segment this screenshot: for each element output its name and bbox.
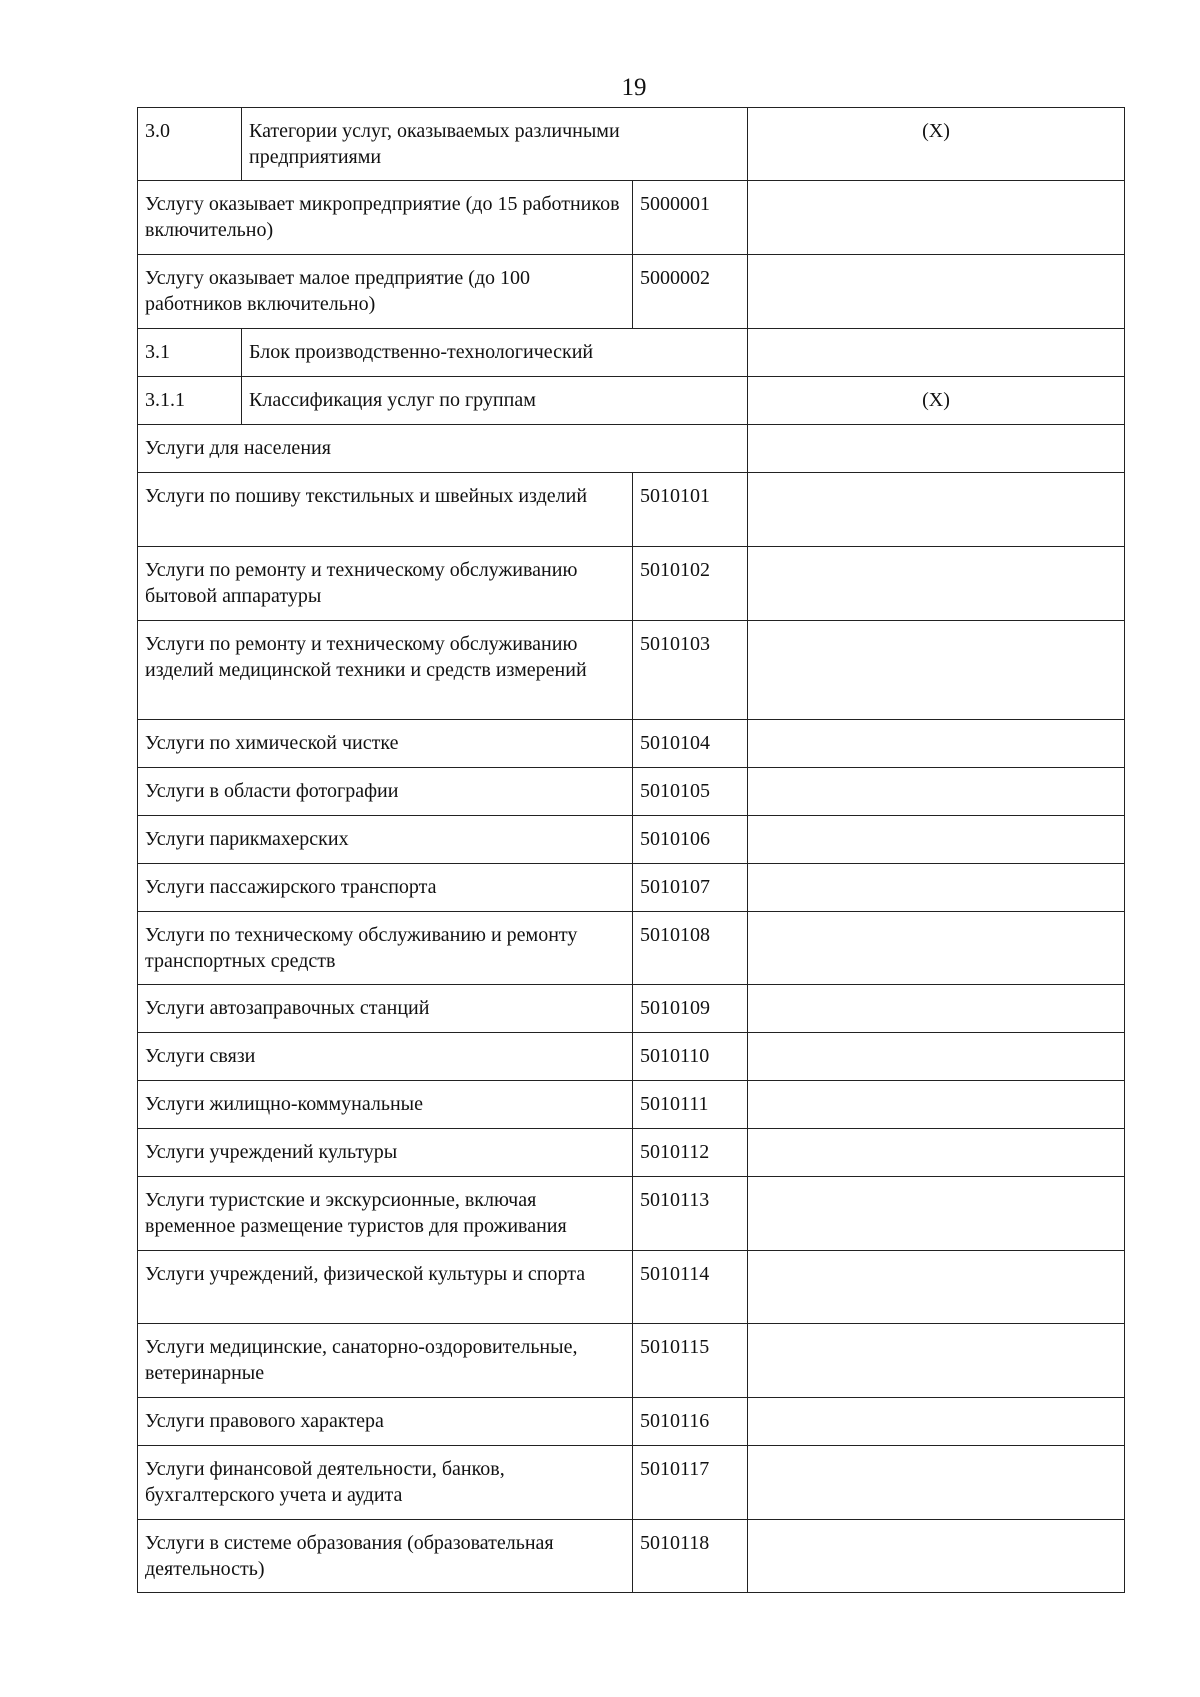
service-row	[138, 1446, 1125, 1520]
service-label: Услуги учреждений культуры	[138, 1129, 633, 1177]
service-label: Услуги по техническому обслуживанию и ремонту транспортных средств	[138, 912, 633, 985]
service-code: 5010107	[633, 864, 748, 912]
section-row-3-1-1	[138, 377, 1125, 425]
value-cell[interactable]	[748, 1324, 1125, 1398]
service-row	[138, 1177, 1125, 1251]
service-row	[138, 473, 1125, 547]
service-code: 5010108	[633, 912, 748, 985]
service-label: Услуги в системе образования (образовательная деятельность)	[138, 1520, 633, 1593]
row-code: 5000002	[633, 255, 748, 329]
service-code: 5010115	[633, 1324, 748, 1398]
row-label: Услугу оказывает микропредприятие (до 15 работников включительно)	[138, 181, 633, 255]
service-row	[138, 768, 1125, 816]
row-code: 5000001	[633, 181, 748, 255]
service-code: 5010106	[633, 816, 748, 864]
service-row	[138, 1324, 1125, 1398]
service-label: Услуги пассажирского транспорта	[138, 864, 633, 912]
service-code: 5010110	[633, 1033, 748, 1081]
value-cell[interactable]	[748, 425, 1125, 473]
value-cell[interactable]	[748, 255, 1125, 329]
section-title: Блок производственно-технологический	[242, 329, 748, 377]
service-label: Услуги жилищно-коммунальные	[138, 1081, 633, 1129]
enterprise-row	[138, 255, 1125, 329]
page-number: 19	[621, 74, 647, 101]
value-cell[interactable]	[748, 473, 1125, 547]
value-cell[interactable]	[748, 1129, 1125, 1177]
service-row	[138, 985, 1125, 1033]
service-row	[138, 1251, 1125, 1324]
value-cell[interactable]	[748, 720, 1125, 768]
value-cell[interactable]	[748, 864, 1125, 912]
value-cell[interactable]	[748, 1520, 1125, 1593]
service-label: Услуги по ремонту и техническому обслуживанию бытовой аппаратуры	[138, 547, 633, 621]
value-cell[interactable]	[748, 547, 1125, 621]
service-row	[138, 1081, 1125, 1129]
row-label: Услугу оказывает малое предприятие (до 100 работников включительно)	[138, 255, 633, 329]
service-code: 5010103	[633, 621, 748, 720]
service-code: 5010117	[633, 1446, 748, 1520]
service-code: 5010113	[633, 1177, 748, 1251]
service-code: 5010118	[633, 1520, 748, 1593]
service-label: Услуги правового характера	[138, 1398, 633, 1446]
service-row	[138, 547, 1125, 621]
service-label: Услуги учреждений, физической культуры и спорта	[138, 1251, 633, 1324]
service-row	[138, 1398, 1125, 1446]
service-row	[138, 816, 1125, 864]
service-label: Услуги по пошиву текстильных и швейных изделий	[138, 473, 633, 547]
service-row	[138, 621, 1125, 720]
service-code: 5010114	[633, 1251, 748, 1324]
value-cell[interactable]	[748, 1398, 1125, 1446]
value-cell[interactable]	[748, 1177, 1125, 1251]
section-title: Классификация услуг по группам	[242, 377, 748, 425]
service-code: 5010112	[633, 1129, 748, 1177]
service-code: 5010104	[633, 720, 748, 768]
not-applicable-mark: (X)	[748, 377, 1125, 425]
service-code: 5010105	[633, 768, 748, 816]
enterprise-row	[138, 181, 1125, 255]
value-cell[interactable]	[748, 1446, 1125, 1520]
section-row-3-0	[138, 108, 1125, 181]
value-cell[interactable]	[748, 768, 1125, 816]
service-label: Услуги парикмахерских	[138, 816, 633, 864]
value-cell[interactable]	[748, 329, 1125, 377]
service-code: 5010101	[633, 473, 748, 547]
value-cell[interactable]	[748, 985, 1125, 1033]
service-label: Услуги связи	[138, 1033, 633, 1081]
service-row	[138, 720, 1125, 768]
service-label: Услуги автозаправочных станций	[138, 985, 633, 1033]
value-cell[interactable]	[748, 1033, 1125, 1081]
value-cell[interactable]	[748, 1251, 1125, 1324]
service-code: 5010111	[633, 1081, 748, 1129]
section-number: 3.1.1	[138, 377, 242, 425]
value-cell[interactable]	[748, 181, 1125, 255]
value-cell[interactable]	[748, 912, 1125, 985]
service-row	[138, 1129, 1125, 1177]
service-row	[138, 1033, 1125, 1081]
service-code: 5010102	[633, 547, 748, 621]
service-label: Услуги по ремонту и техническому обслуживанию изделий медицинской техники и средств измерений	[138, 621, 633, 720]
service-code: 5010116	[633, 1398, 748, 1446]
group-title: Услуги для населения	[138, 425, 748, 473]
service-label: Услуги туристские и экскурсионные, включая временное размещение туристов для проживания	[138, 1177, 633, 1251]
section-title: Категории услуг, оказываемых различными предприятиями	[242, 108, 748, 181]
value-cell[interactable]	[748, 621, 1125, 720]
not-applicable-mark: (X)	[748, 108, 1125, 181]
section-row-3-1	[138, 329, 1125, 377]
service-code: 5010109	[633, 985, 748, 1033]
section-number: 3.0	[138, 108, 242, 181]
service-label: Услуги финансовой деятельности, банков, бухгалтерского учета и аудита	[138, 1446, 633, 1520]
services-table	[137, 107, 1125, 1593]
service-row	[138, 864, 1125, 912]
service-row	[138, 1520, 1125, 1593]
value-cell[interactable]	[748, 1081, 1125, 1129]
service-label: Услуги по химической чистке	[138, 720, 633, 768]
value-cell[interactable]	[748, 816, 1125, 864]
service-label: Услуги в области фотографии	[138, 768, 633, 816]
group-title-row	[138, 425, 1125, 473]
service-label: Услуги медицинские, санаторно-оздоровительные, ветеринарные	[138, 1324, 633, 1398]
service-row	[138, 912, 1125, 985]
section-number: 3.1	[138, 329, 242, 377]
